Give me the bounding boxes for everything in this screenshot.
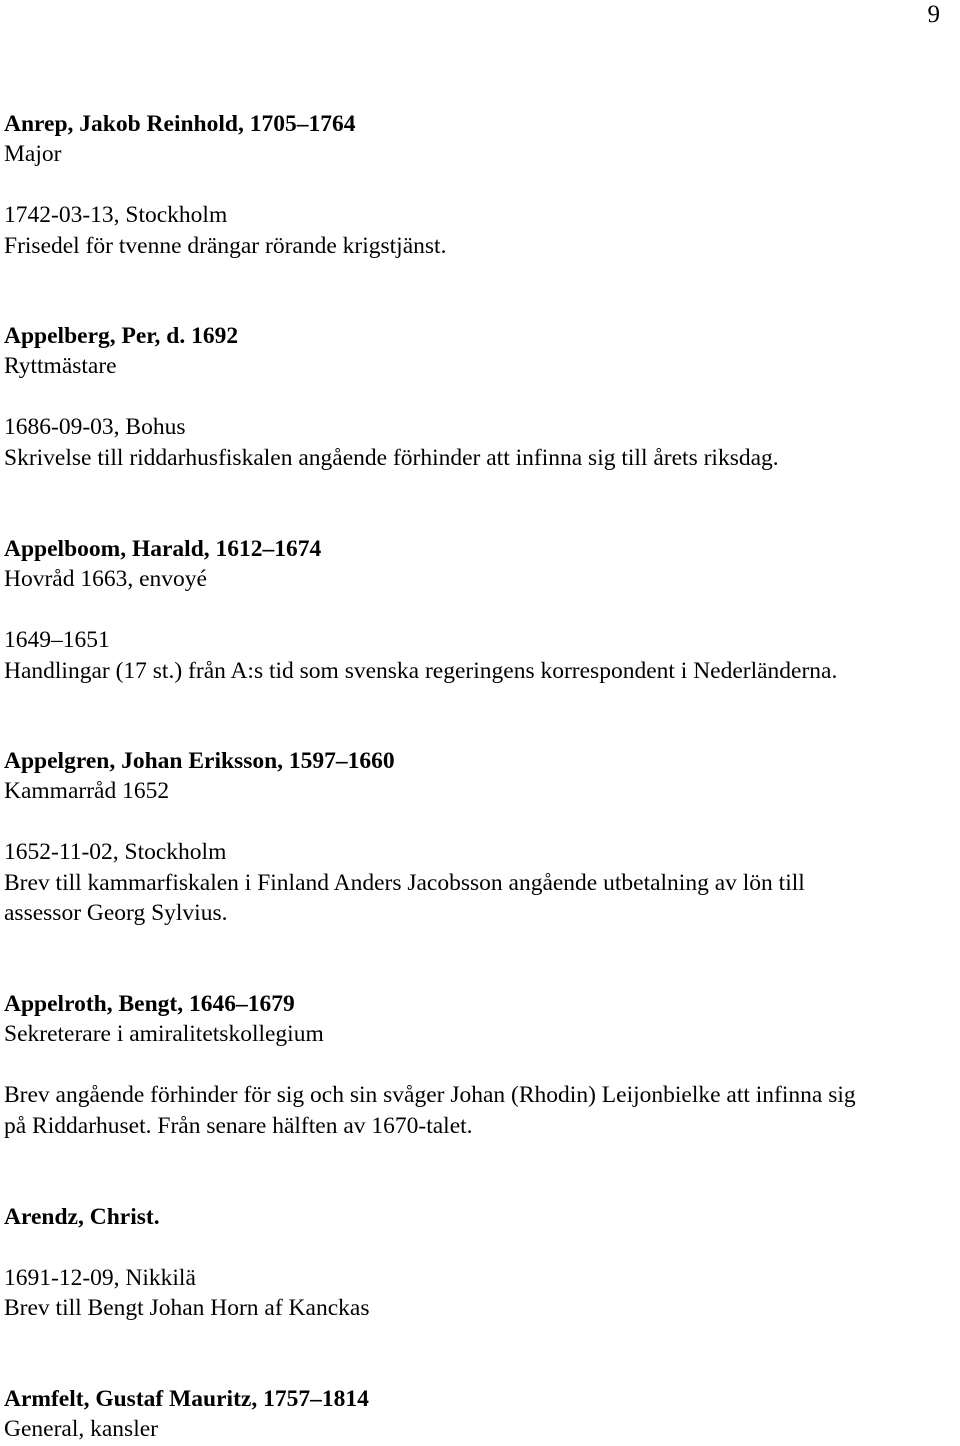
entry-title: Major: [4, 141, 62, 168]
entry-date-place: 1649–1651: [4, 627, 110, 654]
entry-name: Anrep, Jakob Reinhold, 1705–1764: [4, 111, 356, 137]
entry-name: Appelboom, Harald, 1612–1674: [4, 536, 322, 562]
entry-appelroth: [4, 989, 960, 1141]
entry-name: Armfelt, Gustaf Mauritz, 1757–1814: [4, 1386, 369, 1412]
entry-title: Hovråd 1663, envoyé: [4, 566, 207, 593]
entry-description-line-2: assessor Georg Sylvius.: [4, 900, 228, 927]
entry-name: Arendz, Christ.: [4, 1204, 160, 1230]
entry-description: Frisedel för tvenne drängar rörande krigstjänst.: [4, 232, 447, 259]
entry-description-line-1: Brev angående förhinder för sig och sin svåger Johan (Rhodin) Leijonbielke att infinna sig: [4, 1082, 856, 1109]
entry-appelgren: [4, 746, 960, 928]
entry-name: Appelgren, Johan Eriksson, 1597–1660: [4, 748, 395, 774]
entry-appelberg: [4, 321, 960, 473]
entry-description: Handlingar (17 st.) från A:s tid som svenska regeringens korrespondent i Nederländerna.: [4, 657, 838, 684]
entry-name: Appelroth, Bengt, 1646–1679: [4, 991, 295, 1017]
entry-arendz: [4, 1202, 960, 1324]
entry-title: Kammarråd 1652: [4, 778, 170, 805]
entry-date-place: 1652-11-02, Stockholm: [4, 839, 227, 866]
page-number: 9: [927, 1, 940, 28]
entry-title: General, kansler: [4, 1416, 158, 1443]
entry-armfelt: [4, 1384, 960, 1445]
entry-description-line-1: Brev till kammarfiskalen i Finland Anders Jacobsson angående utbetalning av lön till: [4, 869, 805, 896]
entry-title: Sekreterare i amiralitetskollegium: [4, 1021, 324, 1048]
entry-date-place: 1742-03-13, Stockholm: [4, 202, 228, 229]
entry-date-place: 1691-12-09, Nikkilä: [4, 1264, 196, 1291]
entry-description: Skrivelse till riddarhusfiskalen angående förhinder att infinna sig till årets riksdag.: [4, 444, 779, 471]
entry-description: Brev till Bengt Johan Horn af Kanckas: [4, 1295, 370, 1322]
entry-date-place: 1686-09-03, Bohus: [4, 414, 186, 441]
entry-name: Appelberg, Per, d. 1692: [4, 323, 239, 349]
entry-title: Ryttmästare: [4, 353, 117, 380]
entry-description-line-2: på Riddarhuset. Från senare hälften av 1670-talet.: [4, 1112, 473, 1139]
entry-appelboom: [4, 534, 960, 686]
entry-anrep: [4, 109, 960, 261]
